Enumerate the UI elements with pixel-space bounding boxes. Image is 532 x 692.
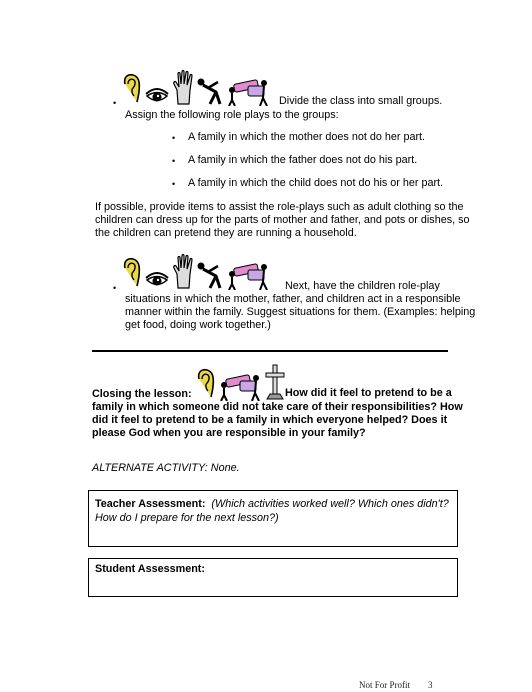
bullet-1: • [113,98,117,108]
section1-intro: Divide the class into small groups. [279,95,443,107]
teacher-assessment-label: Teacher Assessment: [95,498,206,510]
roleplay-bullet-1: • [172,133,176,143]
eye-icon [144,86,170,106]
closing-line: did it feel to pretend to be a family in which everyone helped? Does it [92,414,448,426]
section2-line: situations in which the mother, father, and children act in a responsible [125,293,461,305]
hand-icon [172,70,194,106]
closing-first-line: How did it feel to pretend to be a [285,387,452,399]
ear-icon [196,367,216,401]
ear-icon [122,72,142,106]
props-paragraph-line: If possible, provide items to assist the role-plays such as adult clothing so the [95,201,464,213]
carrying-people-icon [218,373,262,401]
hand-icon [172,254,194,290]
bullet-2: • [113,283,117,293]
carrying-people-icon [226,78,270,106]
roleplay-item: A family in which the father does not do his part. [188,154,418,166]
student-assessment-label: Student Assessment: [95,563,205,575]
section2-first-line: Next, have the children role-play [285,280,440,292]
activity-icons-row-2 [122,254,270,290]
carrying-people-icon [226,262,270,290]
section2-line: manner within the family. Suggest situations for them. (Examples: helping [125,306,476,318]
ear-icon [122,256,142,290]
roleplay-item: A family in which the child does not do his or her part. [188,177,444,189]
closing-line: please God when you are responsible in your family? [92,427,366,439]
teacher-assessment-prompt-2: How do I prepare for the next lesson?) [95,512,279,524]
roleplay-item: A family in which the mother does not do her part. [188,131,426,143]
footer-text: Not For Profit [359,680,411,690]
teacher-assessment-prompt: (Which activities worked well? Which ones didn't? [211,498,449,510]
stretching-person-icon [196,76,224,106]
alternate-activity: ALTERNATE ACTIVITY: None. [92,462,240,474]
page-number: 3 [428,680,433,690]
roleplay-bullet-3: • [172,179,176,189]
eye-icon [144,270,170,290]
roleplay-bullet-2: • [172,156,176,166]
cross-icon [264,363,286,401]
section1-second-line: Assign the following role plays to the groups: [125,109,339,121]
stretching-person-icon [196,260,224,290]
props-paragraph-line: children can dress up for the parts of mother and father, and pots or dishes, so [95,214,470,226]
teacher-assessment-box[interactable] [88,490,458,547]
closing-icons [196,363,286,401]
teacher-assessment-text [95,497,451,525]
section-divider [92,350,448,352]
section2-line: get food, doing work together.) [125,319,271,331]
closing-line: family in which someone did not take care of their responsibilities? How [92,401,463,413]
activity-icons-row-1 [122,70,270,106]
closing-label: Closing the lesson: [92,388,192,400]
props-paragraph-line: the children can pretend they are running a household. [95,227,357,239]
student-assessment-box[interactable] [88,558,458,597]
